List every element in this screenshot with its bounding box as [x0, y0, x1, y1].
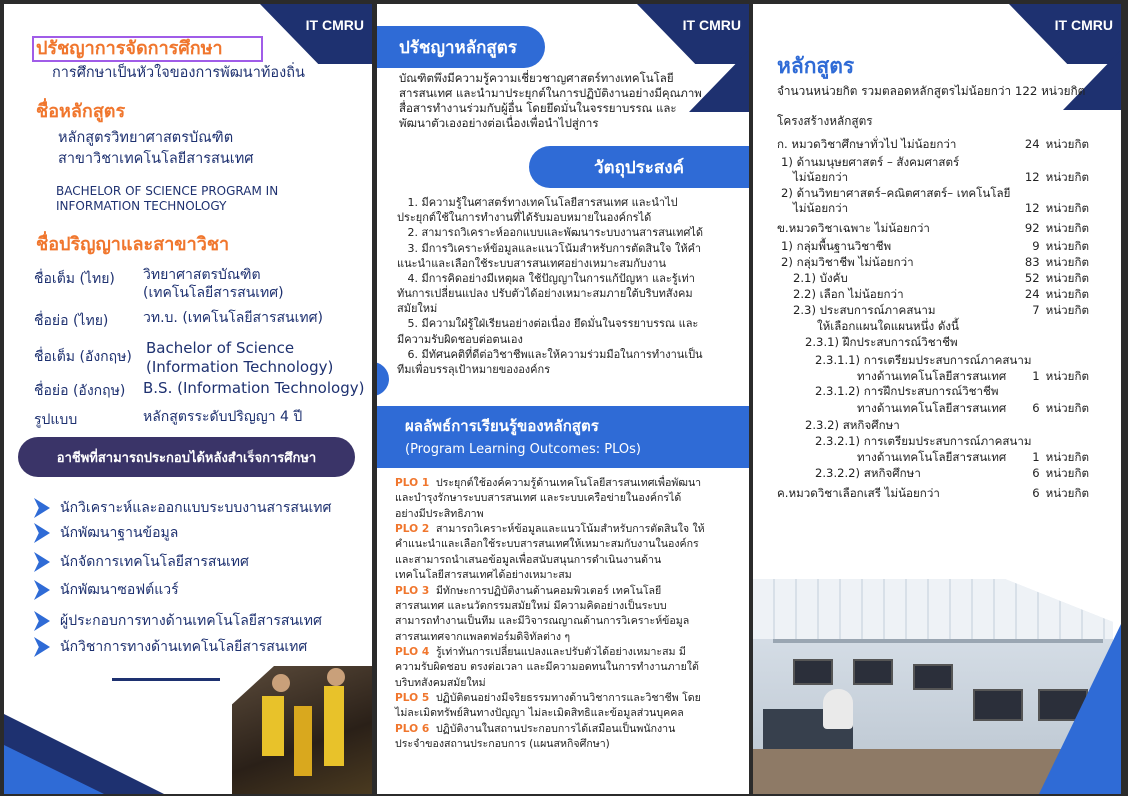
row-credits [1025, 220, 1089, 238]
row-credits [1032, 485, 1089, 503]
row-label: ทางด้านเทคโนโลยีสารสนเทศ [857, 450, 1007, 464]
text-line: ประยุกต์ใช้องค์ความรู้ด้านเทคโนโลยีสารสนเทศเพื่อพัฒนา [435, 477, 702, 489]
degree-value: B.S. (Information Technology) [143, 379, 365, 397]
career-pill [18, 437, 355, 477]
chevron-right-icon [34, 637, 50, 657]
row-label: ให้เลือกแผนใดแผนหนึ่ง ดังนี้ [817, 319, 959, 333]
credit-unit: หน่วยกิต [1045, 255, 1089, 269]
brand-label: IT CMRU [682, 17, 741, 33]
brand-label: IT CMRU [1054, 17, 1113, 33]
panel-philosophy-program [4, 4, 372, 794]
row-label: 2.2) เลือก ไม่น้อยกว่า [793, 287, 904, 301]
text-line: ประยุกต์ใช้ในการทำงานที่ได้รับมอบหมายในองค์กรได้ [397, 211, 652, 225]
text-line: บริบทสังคมสมัยใหม่ [395, 676, 486, 689]
structure-title: โครงสร้างหลักสูตร [777, 114, 873, 128]
credit-value: 7 [1032, 303, 1040, 317]
credit-value: 6 [1032, 401, 1040, 415]
corner-banner [260, 4, 372, 64]
text-line: 2. สามารถวิเคราะห์ออกแบบและพัฒนาระบบงานสารสนเทศได้ [397, 226, 704, 240]
career-title: อาชีพที่สามารถประกอบได้หลังสำเร็จการศึกษา [56, 450, 317, 466]
row-label: 2.3.1) ฝึกประสบการณ์วิชาชีพ [805, 335, 958, 349]
credit-value: 6 [1032, 486, 1040, 500]
row-label: 2) กลุ่มวิชาชีพ ไม่น้อยกว่า [781, 255, 914, 269]
row-credits [1025, 136, 1089, 154]
curriculum-philosophy-title: ปรัชญาหลักสูตร [399, 37, 517, 58]
text-line: ความรับผิดชอบ ตรงต่อเวลา และมีความอดทนในการทำงานภายใต้ [395, 661, 699, 674]
structure-row [815, 465, 1089, 483]
career-item [34, 579, 179, 601]
text-line: เทคโนโลยีสารสนเทศได้อย่างเหมาะสม [395, 569, 572, 582]
objectives-title: วัตถุประสงค์ [594, 157, 684, 178]
plo-banner [377, 406, 749, 468]
structure-row [857, 400, 1089, 418]
graduation-photo [232, 666, 372, 794]
structure-row [815, 383, 1089, 401]
text-line: ปฏิบัติงานในสถานประกอบการได้เสมือนเป็นพนักงาน [435, 722, 676, 735]
text-line: สื่อสารทำงานร่วมกับผู้อื่น โดยยึดมั่นในจรรยาบรรณ และ [399, 100, 677, 115]
degree-value: (เทคโนโลยีสารสนเทศ) [143, 285, 284, 301]
credit-unit: หน่วยกิต [1045, 170, 1089, 184]
row-label: ทางด้านเทคโนโลยีสารสนเทศ [857, 401, 1007, 415]
decor-tab [377, 362, 389, 396]
text-line: ทีมเพื่อบรรลุเป้าหมายขององค์กร [397, 362, 551, 376]
chevron-right-icon [34, 580, 50, 600]
total-credits: จำนวนหน่วยกิต รวมตลอดหลักสูตรไม่น้อยกว่า 122 หน่วยกิต [777, 84, 1086, 98]
plo-item [395, 584, 749, 599]
row-label: ก. หมวดวิชาศึกษาทั่วไป ไม่น้อยกว่า [777, 137, 957, 151]
program-name-en-1: BACHELOR OF SCIENCE PROGRAM IN [56, 184, 279, 198]
credit-value: 83 [1024, 255, 1040, 269]
text-line: สมัยใหม่ [397, 302, 438, 316]
career-label: นักพัฒนาซอฟต์แวร์ [60, 582, 179, 598]
program-name-th-1: หลักสูตรวิทยาศาสตรบัณฑิต [58, 130, 234, 146]
plo-item [395, 722, 749, 737]
career-label: นักจัดการเทคโนโลยีสารสนเทศ [60, 554, 249, 570]
plo-list [395, 476, 749, 752]
text-line: 1. มีความรู้ในศาสตร์ทางเทคโนโลยีสารสนเทศ และนำไป [397, 196, 678, 209]
program-name-th-2: สาขาวิชาเทคโนโลยีสารสนเทศ [58, 151, 254, 167]
text-line: มีทักษะการปฏิบัติงานด้านคอมพิวเตอร์ เทคโนโลยี [435, 584, 662, 597]
career-item [34, 522, 178, 544]
credit-value: 52 [1024, 271, 1040, 285]
text-line: บัณฑิตพึงมีความรู้ความเชี่ยวชาญศาสตร์ทางเทคโนโลยี [399, 71, 674, 85]
row-label: 1) ด้านมนุษยศาสตร์ – สังคมศาสตร์ [781, 155, 960, 169]
credit-unit: หน่วยกิต [1045, 486, 1089, 500]
row-label: ไม่น้อยกว่า [793, 170, 849, 184]
credit-unit: หน่วยกิต [1045, 287, 1089, 301]
text-line: 4. มีการคิดอย่างมีเหตุผล ใช้ปัญญาในการแก้ปัญหา และรู้เท่า [397, 271, 695, 285]
structure-row [805, 334, 1089, 352]
structure-row [793, 200, 1089, 218]
credit-unit: หน่วยกิต [1045, 221, 1089, 235]
plo-item [395, 522, 749, 537]
credit-unit: หน่วยกิต [1045, 239, 1089, 253]
chevron-right-icon [34, 611, 50, 631]
credit-value: 9 [1032, 239, 1040, 253]
curriculum-philosophy-banner [377, 26, 545, 68]
row-label: ทางด้านเทคโนโลยีสารสนเทศ [857, 369, 1007, 383]
row-label: 2.3.1.2) การฝึกประสบการณ์วิชาชีพ [815, 384, 999, 398]
text-line: สามารถทำงานเป็นทีม และมีวิจารณญาณด้านการวิเคราะห์ข้อมูล [395, 615, 690, 628]
text-line: 3. มีการวิเคราะห์ข้อมูลและแนวโน้มสำหรับการตัดสินใจ ให้คำ [397, 241, 702, 255]
text-line: สารสนเทศจากแพลตฟอร์มดิจิทัลต่าง ๆ [395, 630, 571, 643]
career-item [34, 636, 307, 658]
divider [112, 678, 220, 681]
degree-value: วท.บ. (เทคโนโลยีสารสนเทศ) [143, 310, 323, 326]
brand-label: IT CMRU [305, 17, 364, 33]
career-item [34, 610, 322, 632]
row-credits [1032, 465, 1089, 483]
curriculum-title: หลักสูตร [777, 54, 855, 78]
objectives-banner [529, 146, 749, 188]
text-line: และบำรุงรักษาระบบสารสนเทศ และระบบเครือข่ายในองค์กรได้ [395, 492, 682, 505]
text-line: ปฏิบัติตนอย่างมีจริยธรรมทางด้านวิชาการและวิชาชีพ โดย [435, 692, 701, 705]
text-line: คำแนะนำและเลือกใช้ระบบสารสนเทศให้เหมาะสมกับงานในองค์กร [395, 538, 699, 551]
row-label: 1) กลุ่มพื้นฐานวิชาชีพ [781, 239, 892, 253]
plo-tag: PLO 5 [395, 692, 430, 705]
credit-value: 6 [1032, 466, 1040, 480]
degree-label: ชื่อเต็ม (ไทย) [34, 271, 115, 287]
plo-tag: PLO 3 [395, 584, 430, 597]
degree-value: วิทยาศาสตรบัณฑิต [143, 267, 261, 283]
text-line: มีความรับผิดชอบต่อตนเอง [397, 332, 523, 346]
text-line: สารสนเทศ และนวัตกรรมสมัยใหม่ มีความคิดอย่างเป็นระบบ [395, 599, 667, 612]
row-credits [1083, 334, 1089, 352]
degree-label: ชื่อย่อ (ไทย) [34, 313, 109, 329]
text-line: แนะนำและเลือกใช้ระบบสารสนเทศอย่างเหมาะสมกับงาน [397, 256, 666, 270]
row-label: 2.3.1.1) การเตรียมประสบการณ์ภาคสนาม [815, 353, 1032, 367]
credit-value: 1 [1032, 369, 1040, 383]
text-line: ไม่ละเมิดทรัพย์สินทางปัญญา ไม่ละเมิดสิทธิและข้อมูลส่วนบุคคล [395, 707, 684, 720]
program-name-title: ชื่อหลักสูตร [36, 101, 126, 122]
structure-row [777, 136, 1089, 154]
row-label: ค.หมวดวิชาเลือกเสรี ไม่น้อยกว่า [777, 486, 940, 500]
degree-value: (Information Technology) [146, 358, 334, 376]
row-credits [1083, 383, 1089, 401]
plo-tag: PLO 1 [395, 477, 430, 489]
credit-unit: หน่วยกิต [1045, 401, 1089, 415]
text-line: 5. มีความใฝ่รู้ใฝ่เรียนอย่างต่อเนื่อง ยึดมั่นในจรรยาบรรณ และ [397, 317, 699, 331]
text-line: อย่างมีประสิทธิภาพ [395, 507, 484, 520]
credit-value: 1 [1032, 450, 1040, 464]
structure-row [777, 220, 1089, 238]
program-name-en-2: INFORMATION TECHNOLOGY [56, 199, 227, 213]
plo-item [395, 691, 749, 706]
corner-banner [637, 4, 749, 64]
row-label: 2.1) บังคับ [793, 271, 848, 285]
plo-title: ผลลัพธ์การเรียนรู้ของหลักสูตร [405, 417, 599, 435]
plo-tag: PLO 4 [395, 645, 430, 658]
degree-title: ชื่อปริญญาและสาขาวิชา [36, 234, 230, 255]
career-label: นักวิชาการทางด้านเทคโนโลยีสารสนเทศ [60, 639, 308, 655]
credit-unit: หน่วยกิต [1045, 450, 1089, 464]
degree-value: หลักสูตรระดับปริญญา 4 ปี [143, 409, 303, 425]
degree-label: ชื่อย่อ (อังกฤษ) [34, 383, 126, 399]
chevron-right-icon [34, 552, 50, 572]
text-line: ทันการเปลี่ยนแปลง ปรับตัวได้อย่างเหมาะสมภายใต้บริบทสังคม [397, 287, 693, 301]
text-line: สามารถวิเคราะห์ข้อมูลและแนวโน้มสำหรับการตัดสินใจ ให้ [435, 523, 705, 536]
text-line: 6. มีทัศนคติที่ดีต่อวิชาชีพและให้ความร่วมมือในการทำงานเป็น [397, 347, 703, 361]
plo-item [395, 645, 749, 660]
degree-value: Bachelor of Science [146, 339, 295, 357]
text-line: สารสนเทศ และนำมาประยุกต์ในการปฏิบัติงานอย่างมีคุณภาพ [399, 85, 702, 100]
text-line: พัฒนาตัวเองอย่างต่อเนื่องเพื่อนำไปสู่การ [399, 115, 599, 130]
career-label: นักพัฒนาฐานข้อมูล [60, 525, 179, 541]
career-item [34, 497, 331, 519]
credit-value: 24 [1024, 287, 1040, 301]
credit-value: 12 [1024, 170, 1040, 184]
row-label: ไม่น้อยกว่า [793, 201, 849, 215]
row-label: ข.หมวดวิชาเฉพาะ ไม่น้อยกว่า [777, 221, 930, 235]
credit-unit: หน่วยกิต [1045, 201, 1089, 215]
structure-row [777, 485, 1089, 503]
curriculum-philosophy-text [399, 71, 744, 131]
text-line: ประจำของสถานประกอบการ (แผนสหกิจศึกษา) [395, 738, 610, 751]
degree-label: รูปแบบ [34, 412, 78, 428]
education-philosophy-title[interactable]: ปรัชญาการจัดการศึกษา [32, 36, 263, 62]
plo-item [395, 476, 749, 491]
credit-unit: หน่วยกิต [1045, 271, 1089, 285]
row-credits [1032, 400, 1089, 418]
row-label: 2.3.2.1) การเตรียมประสบการณ์ภาคสนาม [815, 434, 1032, 448]
credit-value: 12 [1024, 201, 1040, 215]
education-philosophy-text: การศึกษาเป็นหัวใจของการพัฒนาท้องถิ่น [52, 65, 305, 81]
degree-label: ชื่อเต็ม (อังกฤษ) [34, 349, 132, 365]
row-credits [1025, 200, 1089, 218]
credit-unit: หน่วยกิต [1045, 303, 1089, 317]
chevron-right-icon [34, 498, 50, 518]
credit-value: 24 [1024, 137, 1040, 151]
credit-value: 92 [1024, 221, 1040, 235]
plo-tag: PLO 6 [395, 722, 430, 735]
corner-banner [1009, 4, 1121, 64]
text-line: รู้เท่าทันการเปลี่ยนแปลงและปรับตัวได้อย่างเหมาะสม มี [435, 645, 686, 658]
row-label: 2.3) ประสบการณ์ภาคสนาม [793, 303, 936, 317]
row-label: 2.3.2) สหกิจศึกษา [805, 418, 900, 432]
career-item [34, 551, 249, 573]
row-label: 2.3.2.2) สหกิจศึกษา [815, 466, 921, 480]
text-line: และสามารถนำเสนอข้อมูลเพื่อสนับสนุนการดำเนินงานด้าน [395, 553, 662, 566]
career-label: ผู้ประกอบการทางด้านเทคโนโลยีสารสนเทศ [60, 613, 322, 629]
objectives-list [397, 195, 747, 377]
plo-tag: PLO 2 [395, 523, 430, 536]
row-label: 2) ด้านวิทยาศาสตร์–คณิตศาสตร์– เทคโนโลยี [781, 186, 1011, 200]
plo-subtitle: (Program Learning Outcomes: PLOs) [405, 442, 641, 457]
credit-unit: หน่วยกิต [1045, 466, 1089, 480]
panel-curriculum-outcomes [377, 4, 749, 794]
credit-unit: หน่วยกิต [1045, 137, 1089, 151]
credit-unit: หน่วยกิต [1045, 369, 1089, 383]
panel-curriculum-structure [753, 4, 1121, 794]
chevron-right-icon [34, 523, 50, 543]
career-label: นักวิเคราะห์และออกแบบระบบงานสารสนเทศ [60, 500, 332, 516]
